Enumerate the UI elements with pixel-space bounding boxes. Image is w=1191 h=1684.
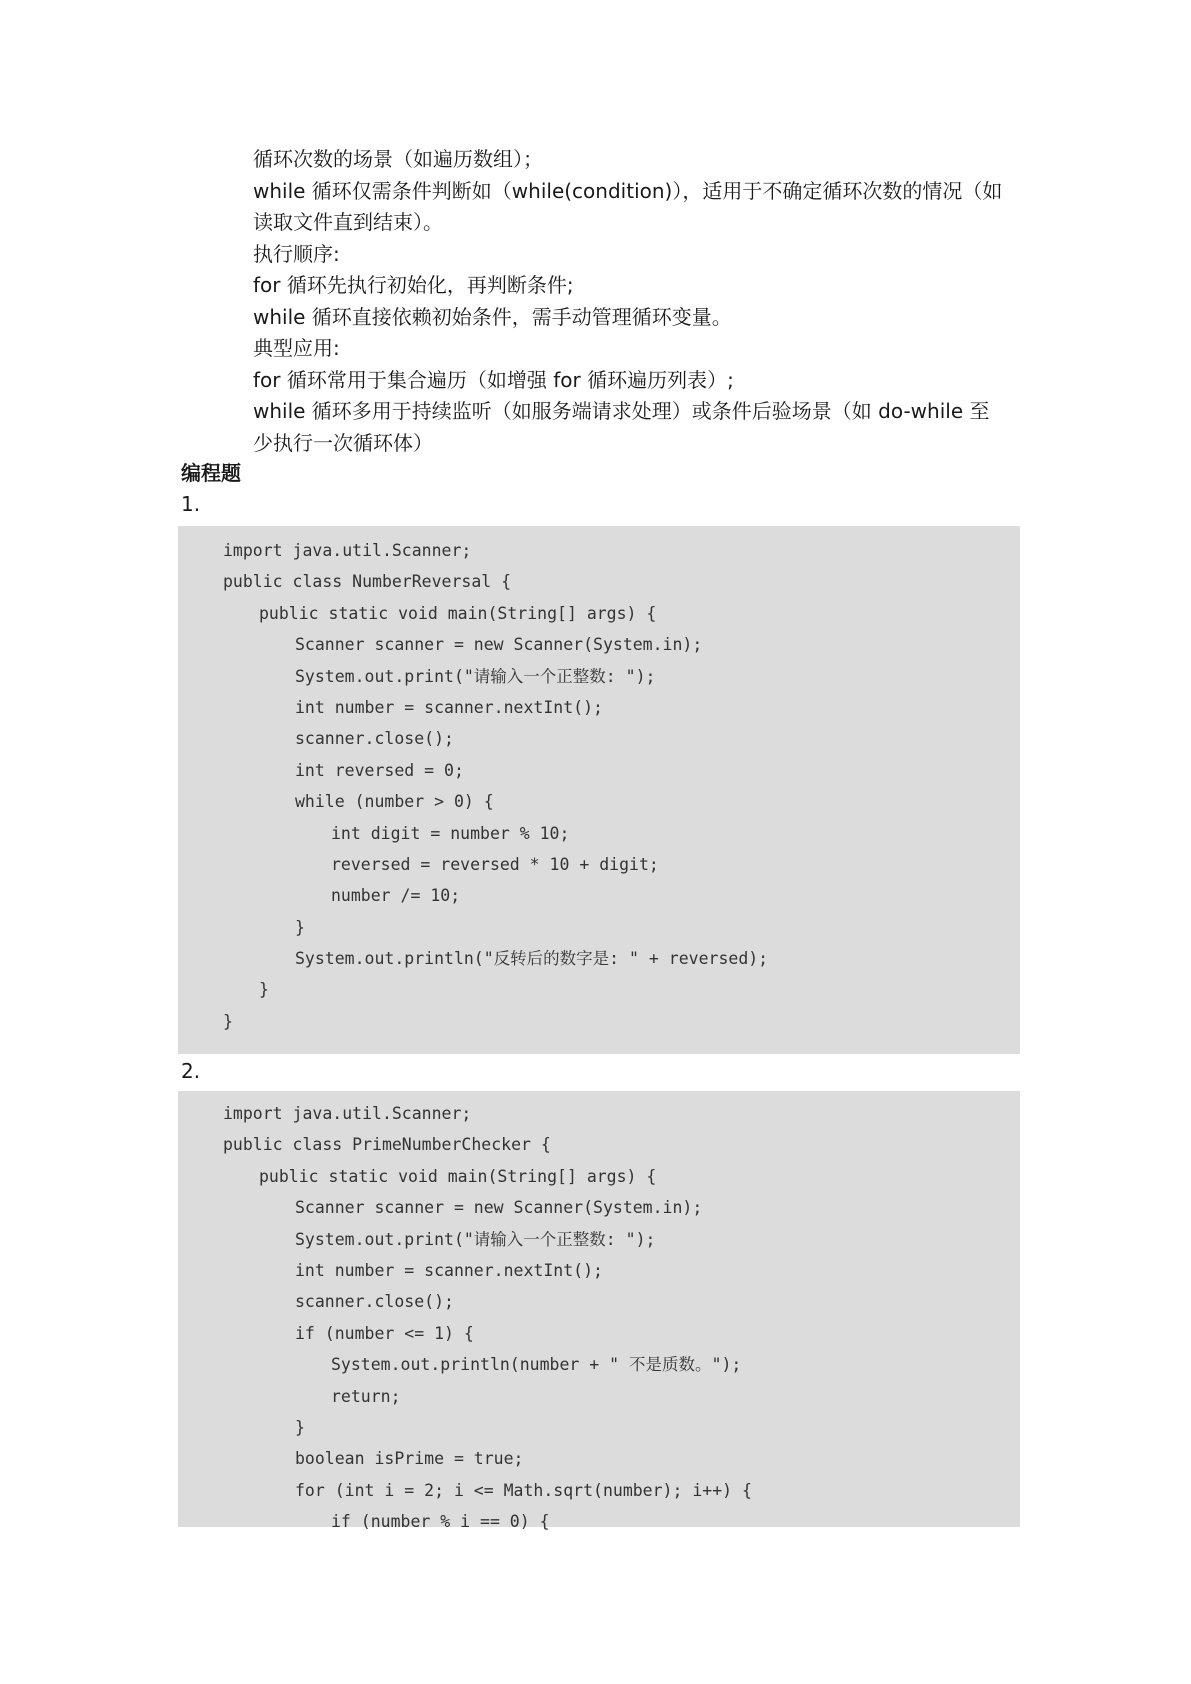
code-line: System.out.println(number + " 不是质数。"); — [331, 1355, 742, 1375]
code-block-2 — [178, 1091, 1020, 1532]
code-block-1 — [178, 526, 1020, 1054]
problem-number-2: 2. — [181, 1059, 201, 1083]
text-line: 执行顺序: — [253, 241, 340, 266]
code-line: public class NumberReversal { — [223, 572, 512, 592]
text-line: 典型应用: — [253, 336, 340, 360]
code-line: System.out.println("反转后的数字是: " + reversed); — [295, 949, 769, 969]
code-line: scanner.close(); — [295, 1292, 454, 1312]
text-line: for 循环常用于集合遍历（如增强 for 循环遍历列表）; — [253, 367, 734, 392]
section-heading: 编程题 — [181, 461, 241, 485]
code-line: if (number <= 1) { — [295, 1323, 474, 1343]
code-line: int number = scanner.nextInt(); — [295, 697, 603, 717]
code-line: Scanner scanner = new Scanner(System.in); — [295, 1198, 703, 1218]
text-line: while 循环仅需条件判断如（while(condition)），适用于不确定循环次数的情况（如 — [253, 178, 1003, 203]
text-line: 循环次数的场景（如遍历数组）； — [253, 147, 543, 171]
code-line: public static void main(String[] args) { — [259, 1166, 657, 1186]
code-line: import java.util.Scanner; — [223, 1104, 472, 1123]
text-line: for 循环先执行初始化，再判断条件; — [253, 273, 574, 297]
code-line: if (number % i == 0) { — [331, 1512, 550, 1532]
answer-text-block — [253, 144, 1018, 459]
code-line: int number = scanner.nextInt(); — [295, 1260, 603, 1280]
code-line: return; — [331, 1386, 401, 1406]
code-line: while (number > 0) { — [295, 792, 494, 812]
code-line: int reversed = 0; — [295, 760, 464, 780]
code-line: public class PrimeNumberChecker { — [223, 1135, 551, 1155]
code-line: } — [259, 980, 269, 1000]
code-line: public static void main(String[] args) { — [259, 603, 657, 623]
code-line: Scanner scanner = new Scanner(System.in); — [295, 635, 703, 655]
code-line: reversed = reversed * 10 + digit; — [331, 854, 659, 874]
code-line: scanner.close(); — [295, 729, 454, 749]
code-line: boolean isPrime = true; — [295, 1449, 524, 1469]
text-line: 读取文件直到结束）。 — [253, 210, 443, 234]
code-line: int digit = number % 10; — [331, 823, 570, 843]
text-line: while 循环直接依赖初始条件，需手动管理循环变量。 — [253, 304, 732, 329]
code-line: } — [295, 1417, 305, 1437]
code-line: System.out.print("请输入一个正整数: "); — [295, 666, 656, 686]
code-line: } — [223, 1011, 233, 1031]
problem-number-1: 1. — [181, 492, 201, 516]
text-line: 少执行一次循环体） — [253, 430, 433, 455]
code-line: System.out.print("请输入一个正整数: "); — [295, 1229, 656, 1249]
code-line: import java.util.Scanner; — [223, 541, 472, 560]
code-line: } — [295, 917, 305, 937]
text-line: while 循环多用于持续监听（如服务端请求处理）或条件后验场景（如 do-while 至 — [253, 399, 990, 423]
code-line: for (int i = 2; i <= Math.sqrt(number); i++) { — [295, 1480, 752, 1500]
code-line: number /= 10; — [331, 886, 461, 906]
